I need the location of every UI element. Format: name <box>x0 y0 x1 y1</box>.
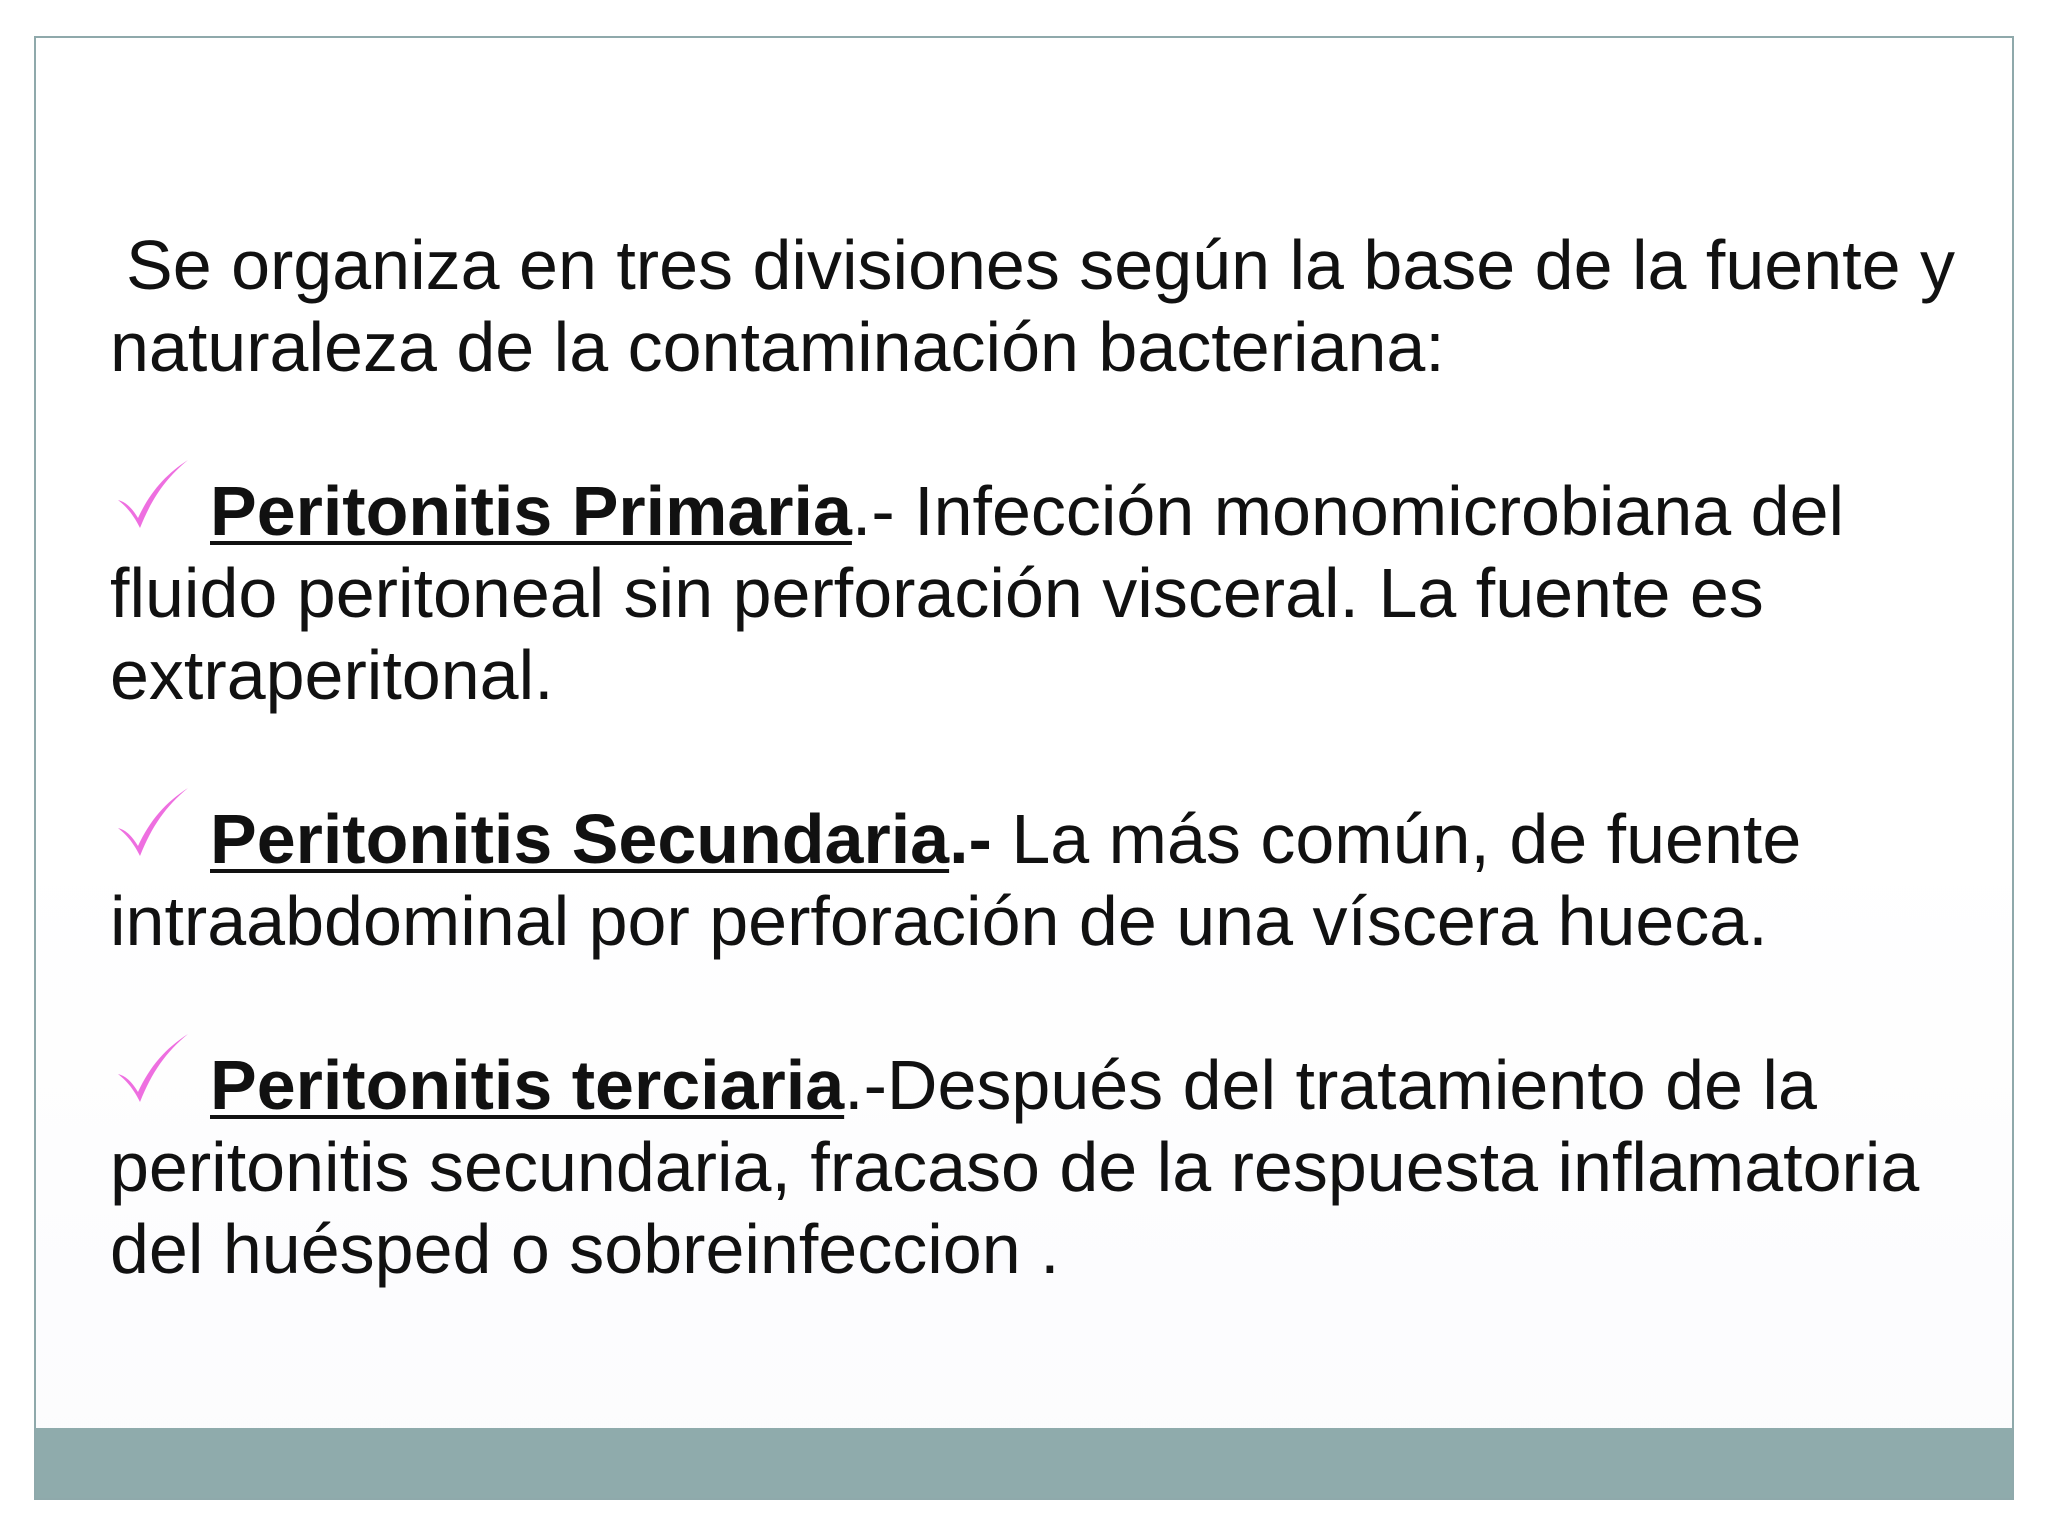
intro-paragraph <box>110 224 1990 388</box>
item-term: Peritonitis Secundaria <box>210 800 950 878</box>
item-separator: .- <box>851 472 895 550</box>
slide-content <box>110 224 1990 1290</box>
checkmark-icon <box>110 470 190 552</box>
list-item-secundaria <box>110 798 1990 962</box>
bottom-bar <box>36 1428 2012 1498</box>
checkmark-icon <box>110 1044 190 1126</box>
item-term: Peritonitis terciaria <box>210 1046 845 1124</box>
list-item-terciaria <box>110 1044 1990 1290</box>
item-term: Peritonitis Primaria <box>210 472 852 550</box>
checkmark-icon <box>110 798 190 880</box>
item-description: La más común, de fuente intraabdominal por perforación de una víscera hueca. <box>110 800 1802 960</box>
item-separator: .- <box>949 800 992 878</box>
item-description: Después del tratamiento de la peritonitis secundaria, fracaso de la respuesta inflamatoria del huésped o sobreinfeccion . <box>110 1046 1920 1288</box>
slide-frame <box>34 36 2014 1500</box>
intro-text: Se organiza en tres divisiones según la base de la fuente y naturaleza de la contaminación bacteriana: <box>110 226 1955 386</box>
item-separator: .- <box>844 1046 887 1124</box>
list-item-primaria <box>110 470 1990 716</box>
item-description: Infección monomicrobiana del fluido peritoneal sin perforación visceral. La fuente es extraperitonal. <box>110 472 1845 714</box>
